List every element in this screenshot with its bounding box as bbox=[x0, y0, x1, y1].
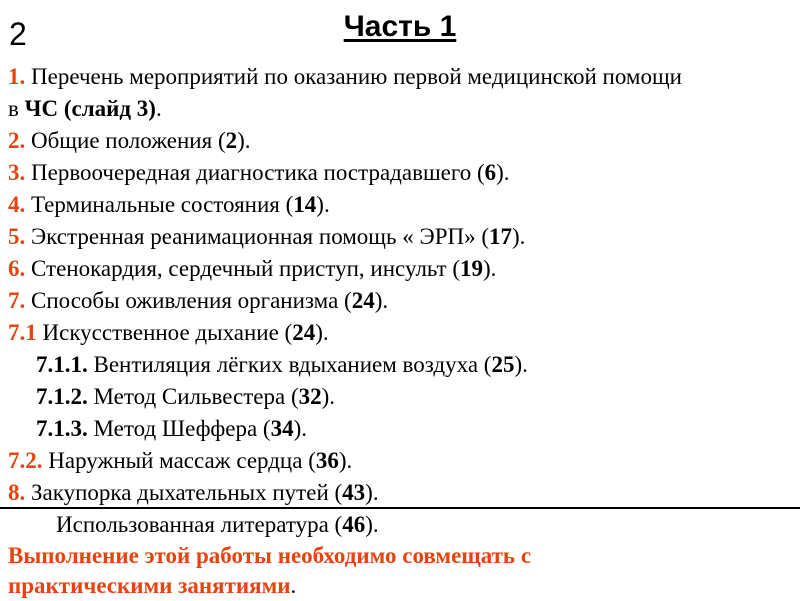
toc-item-text: Экстренная реанимационная помощь « ЭРП» ( bbox=[25, 224, 490, 249]
table-of-contents bbox=[8, 61, 798, 541]
toc-item-page: 24 bbox=[292, 320, 316, 345]
toc-item-end: ). bbox=[338, 448, 353, 473]
toc-item-number: 7.1.1. bbox=[36, 352, 88, 377]
toc-item-page: 14 bbox=[293, 192, 317, 217]
toc-item-text: Вентиляция лёгких вдыханием воздуха ( bbox=[87, 352, 492, 377]
toc-item-number: 4. bbox=[8, 192, 26, 217]
toc-item-7 bbox=[8, 285, 798, 317]
toc-item-text: Стенокардия, сердечный приступ, инсульт ( bbox=[25, 256, 460, 281]
toc-item-number: 7.1.3. bbox=[36, 416, 88, 441]
footer-note-line-2 bbox=[8, 571, 798, 601]
toc-item-page: 17 bbox=[489, 224, 513, 249]
toc-item-number: 3. bbox=[8, 160, 26, 185]
toc-item-number: 8. bbox=[8, 480, 26, 505]
toc-item-number: 2. bbox=[8, 128, 26, 153]
toc-item-number: 7.1.2. bbox=[36, 384, 88, 409]
toc-item-page: 2 bbox=[225, 128, 238, 153]
page-title-text: Часть 1 bbox=[343, 10, 457, 43]
toc-item-6 bbox=[8, 253, 798, 285]
toc-item-1 bbox=[8, 61, 798, 93]
toc-item-text: Общие положения ( bbox=[25, 128, 226, 153]
toc-item-end: ). bbox=[496, 160, 510, 185]
toc-item-end: ). bbox=[315, 320, 329, 345]
toc-item-end: ). bbox=[365, 512, 379, 537]
toc-item-text: Первоочередная диагностика пострадавшего ( bbox=[25, 160, 485, 185]
page-title bbox=[0, 8, 800, 46]
toc-item-end: ). bbox=[365, 480, 379, 505]
toc-item-1-continued bbox=[8, 93, 798, 125]
toc-item-page: 43 bbox=[342, 480, 366, 505]
toc-item-7-1 bbox=[8, 317, 798, 349]
toc-item-7-1-3 bbox=[8, 413, 798, 445]
toc-item-number: 6. bbox=[8, 256, 26, 281]
toc-item-text: Наружный массаж сердца ( bbox=[42, 448, 316, 473]
toc-item-number: 7. bbox=[8, 288, 26, 313]
toc-item-4 bbox=[8, 189, 798, 221]
toc-item-end: ). bbox=[483, 256, 497, 281]
toc-item-number: 7.1 bbox=[8, 320, 37, 345]
toc-item-7-1-2 bbox=[8, 381, 798, 413]
toc-item-bold-text: ЧС (слайд 3) bbox=[24, 96, 156, 121]
footer-note-line-2-text: практическими занятиями bbox=[8, 573, 291, 598]
toc-item-end: ). bbox=[321, 384, 336, 409]
toc-item-5 bbox=[8, 221, 798, 253]
toc-item-8 bbox=[8, 477, 798, 509]
toc-item-2 bbox=[8, 125, 798, 157]
toc-item-page: 6 bbox=[484, 160, 497, 185]
toc-item-7-2 bbox=[8, 445, 798, 477]
toc-item-text: Метод Сильвестера ( bbox=[87, 384, 299, 409]
toc-item-7-1-1 bbox=[8, 349, 798, 381]
footer-note bbox=[8, 541, 798, 601]
toc-item-literature bbox=[8, 509, 798, 541]
toc-item-end: ). bbox=[237, 128, 251, 153]
toc-item-page: 36 bbox=[315, 448, 339, 473]
toc-item-page: 34 bbox=[270, 416, 294, 441]
toc-item-text: в bbox=[8, 96, 25, 121]
toc-item-text: Перечень мероприятий по оказанию первой медицинской помощи bbox=[25, 64, 682, 89]
toc-item-end: . bbox=[155, 96, 162, 121]
toc-item-number: 1. bbox=[8, 64, 26, 89]
toc-item-page: 24 bbox=[351, 288, 375, 313]
toc-item-page: 32 bbox=[298, 384, 322, 409]
toc-item-number: 5. bbox=[8, 224, 26, 249]
toc-item-text: Использованная литература ( bbox=[56, 512, 343, 537]
toc-item-end: ). bbox=[514, 352, 528, 377]
slide-number: 2 bbox=[9, 16, 27, 52]
toc-item-text: Искусственное дыхание ( bbox=[36, 320, 293, 345]
toc-item-number: 7.2. bbox=[8, 448, 43, 473]
footer-note-line-1: Выполнение этой работы необходимо совмещать с bbox=[8, 543, 532, 568]
toc-item-end: ). bbox=[512, 224, 526, 249]
toc-item-end: ). bbox=[316, 192, 330, 217]
footer-note-end: . bbox=[290, 573, 297, 598]
toc-item-page: 25 bbox=[491, 352, 515, 377]
toc-item-3 bbox=[8, 157, 798, 189]
divider-line bbox=[0, 507, 800, 509]
toc-item-text: Закупорка дыхательных путей ( bbox=[25, 480, 343, 505]
toc-item-end: ). bbox=[293, 416, 308, 441]
toc-item-page: 46 bbox=[342, 512, 366, 537]
toc-item-text: Метод Шеффера ( bbox=[87, 416, 271, 441]
toc-item-text: Способы оживления организма ( bbox=[25, 288, 352, 313]
toc-item-text: Терминальные состояния ( bbox=[25, 192, 294, 217]
toc-item-end: ). bbox=[374, 288, 389, 313]
toc-item-page: 19 bbox=[460, 256, 483, 281]
